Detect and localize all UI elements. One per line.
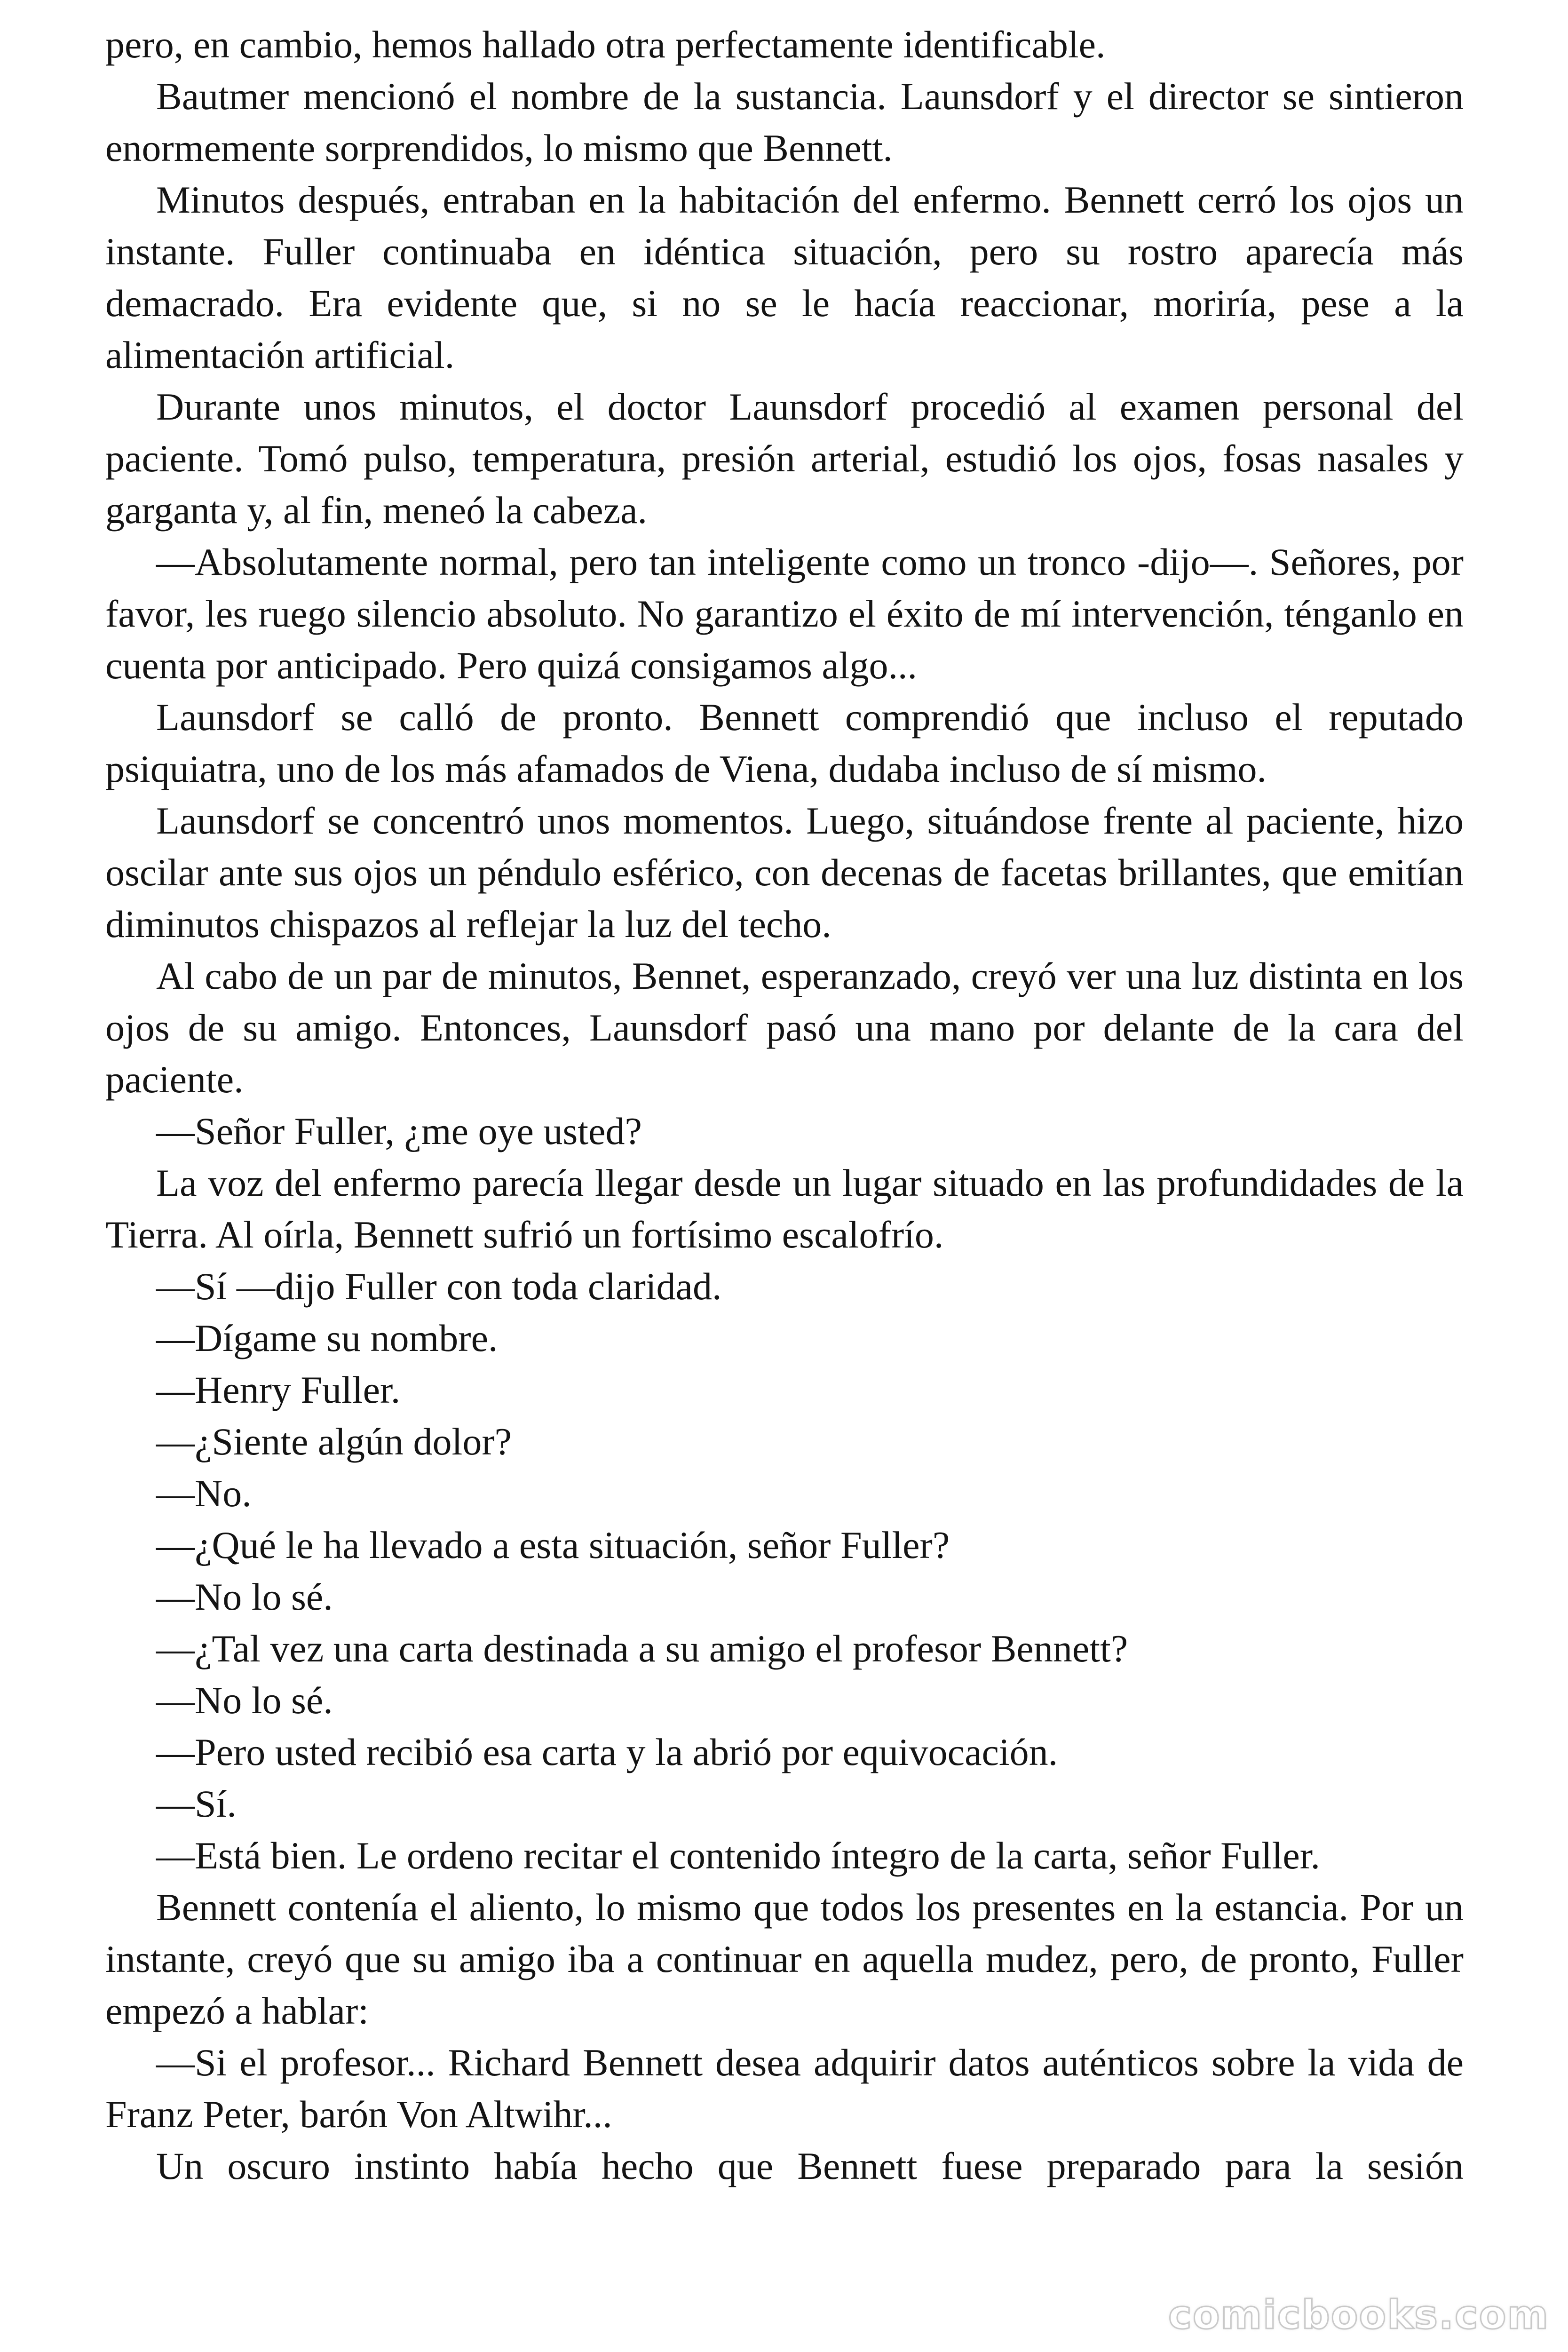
paragraph: Launsdorf se concentró unos momentos. Luego, situándose frente al paciente, hizo oscilar ante sus ojos un péndulo esférico, con decenas de facetas brillantes, que emitían diminutos chispazos al reflejar la luz del techo. [105, 799, 1464, 946]
dialogue-line: —No. [156, 1472, 252, 1515]
dialogue-line: —No lo sé. [156, 1679, 333, 1722]
dialogue-line: —Sí. [156, 1782, 237, 1825]
watermark-text: comicbooks.com [1168, 2292, 1549, 2338]
dialogue-paragraph: —Absolutamente normal, pero tan inteligente como un tronco -dijo—. Señores, por favor, les ruego silencio absoluto. No garantizo el éxito de mí intervención, ténganlo en cuenta por anticipado. Pero quizá consigamos algo... [105, 540, 1464, 687]
dialogue-line: —Señor Fuller, ¿me oye usted? [156, 1110, 642, 1152]
book-page-text [105, 19, 1464, 2192]
dialogue-line: —¿Tal vez una carta destinada a su amigo el profesor Bennett? [156, 1627, 1128, 1670]
paragraph: La voz del enfermo parecía llegar desde un lugar situado en las profundidades de la Tierra. Al oírla, Bennett sufrió un fortísimo escalofrío. [105, 1161, 1464, 1256]
dialogue-line: —Si el profesor... Richard Bennett desea adquirir datos auténticos sobre la vida de Franz Peter, barón Von Altwihr... [105, 2041, 1464, 2136]
paragraph: Bennett contenía el aliento, lo mismo que todos los presentes en la estancia. Por un instante, creyó que su amigo iba a continuar en aquella mudez, pero, de pronto, Fuller empezó a hablar: [105, 1886, 1464, 2032]
paragraph: Minutos después, entraban en la habitación del enfermo. Bennett cerró los ojos un instante. Fuller continuaba en idéntica situación, pero su rostro aparecía más demacrado. Era evidente que, si no se le hacía reaccionar, moriría, pese a la alimentación artificial. [105, 178, 1464, 376]
dialogue-line: —Sí —dijo Fuller con toda claridad. [156, 1265, 722, 1308]
dialogue-line: —¿Siente algún dolor? [156, 1420, 512, 1463]
paragraph: Durante unos minutos, el doctor Launsdorf procedió al examen personal del paciente. Tomó pulso, temperatura, presión arterial, estudió los ojos, fosas nasales y garganta y, al fin, meneó la cabeza. [105, 385, 1464, 532]
paragraph: Al cabo de un par de minutos, Bennet, esperanzado, creyó ver una luz distinta en los ojos de su amigo. Entonces, Launsdorf pasó una mano por delante de la cara del paciente. [105, 954, 1464, 1101]
dialogue-line: —Dígame su nombre. [156, 1317, 498, 1359]
paragraph-final-cutoff: Un oscuro instinto había hecho que Bennett fuese preparado para la sesión [156, 2145, 1464, 2187]
dialogue-line: —Henry Fuller. [156, 1368, 401, 1411]
dialogue-line: —¿Qué le ha llevado a esta situación, señor Fuller? [156, 1524, 950, 1566]
paragraph: Bautmer mencionó el nombre de la sustancia. Launsdorf y el director se sintieron enormemente sorprendidos, lo mismo que Bennett. [105, 75, 1464, 169]
paragraph: Launsdorf se calló de pronto. Bennett comprendió que incluso el reputado psiquiatra, uno de los más afamados de Viena, dudaba incluso de sí mismo. [105, 696, 1464, 790]
dialogue-line: —Está bien. Le ordeno recitar el contenido íntegro de la carta, señor Fuller. [156, 1834, 1321, 1877]
dialogue-line: —Pero usted recibió esa carta y la abrió por equivocación. [156, 1731, 1058, 1773]
paragraph-continuation: pero, en cambio, hemos hallado otra perfectamente identificable. [105, 23, 1106, 66]
dialogue-line: —No lo sé. [156, 1575, 333, 1618]
